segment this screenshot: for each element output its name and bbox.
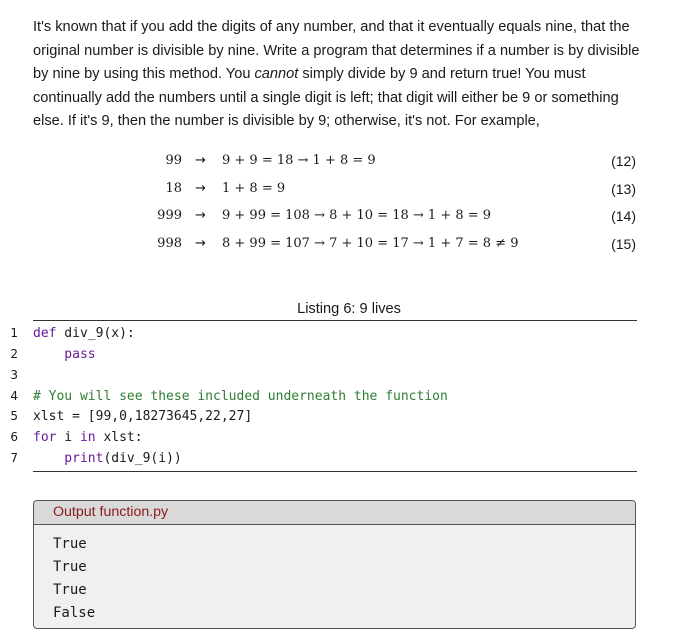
equation-lhs: 998 [157,236,182,251]
code-comment: # You will see these included underneath the function [33,389,448,404]
arrow-icon: → [195,208,206,223]
listing-caption-text: Listing 6: 9 lives [297,301,401,317]
problem-description [33,16,643,134]
line-number: 2 [10,347,18,361]
equation-rhs: 8 + 99 = 107 → 7 + 10 = 17 → 1 + 7 = 8 ≠ 9 [222,236,519,251]
output-title: Output function.py [53,504,169,520]
line-number: 1 [10,326,18,340]
intro-text-2: simply divide by 9 and return true! You must continually add the numbers until a single digit is left; that digit will either be 9 or something else. If it's 9, then the number is divisible by 9; otherwise, it's not. For example, [33,66,619,129]
output-line: False [53,605,96,621]
equation-rhs: 9 + 99 = 108 → 8 + 10 = 18 → 1 + 8 = 9 [222,208,492,223]
keyword: for [33,430,57,445]
output-line: True [53,559,87,575]
code-content: i [56,430,80,445]
equation-row [0,233,698,255]
equation-number: (12) [611,153,636,169]
equation-number: (13) [611,181,636,197]
code-content: div_9(x): [56,326,135,341]
equation-row [0,205,698,227]
code-line [0,386,698,407]
code-content: (div_9(i)) [103,451,182,466]
code-text [33,427,143,448]
line-number: 3 [10,368,18,382]
output-line: True [53,582,87,598]
equation-number: (14) [611,208,636,224]
line-number: 5 [10,409,18,423]
keyword: def [33,326,57,341]
output-line: True [53,536,87,552]
listing-top-rule [33,320,637,321]
arrow-icon: → [195,181,206,196]
output-title-bar [34,501,635,525]
equation-lhs: 999 [157,208,182,223]
line-number: 7 [10,451,18,465]
code-text [33,323,135,344]
equation-lhs: 18 [165,181,182,196]
equation-rhs: 1 + 8 = 9 [222,181,286,196]
equation-row [0,150,698,172]
line-number: 6 [10,430,18,444]
line-number: 4 [10,389,18,403]
equation-rhs: 9 + 9 = 18 → 1 + 8 = 9 [222,153,376,168]
code-line [0,323,698,344]
code-text [33,344,96,365]
intro-emphasis: cannot [254,66,299,82]
code-content: xlst: [95,430,143,445]
keyword: in [79,430,96,445]
arrow-icon: → [195,236,206,251]
intro-text-1: It's known that if you add the digits of any number, and that it eventually equals nine, that the original number is divisible by nine. Write a program that determines if a number is by divisible by nine by using this method. You [33,19,640,82]
output-box [33,500,636,629]
code-line [0,427,698,448]
equation-row [0,178,698,200]
equation-number: (15) [611,236,636,252]
listing-caption [15,299,683,319]
code-content: xlst = [99,0,18273645,22,27] [33,409,253,424]
code-line [0,406,698,427]
arrow-icon: → [195,153,206,168]
code-line [0,365,698,386]
code-line [0,344,698,365]
code-line [0,448,698,469]
listing-bottom-rule [33,471,637,472]
keyword: pass [33,347,96,362]
equation-lhs: 99 [165,153,182,168]
keyword: print [33,451,104,466]
code-text [33,448,182,469]
